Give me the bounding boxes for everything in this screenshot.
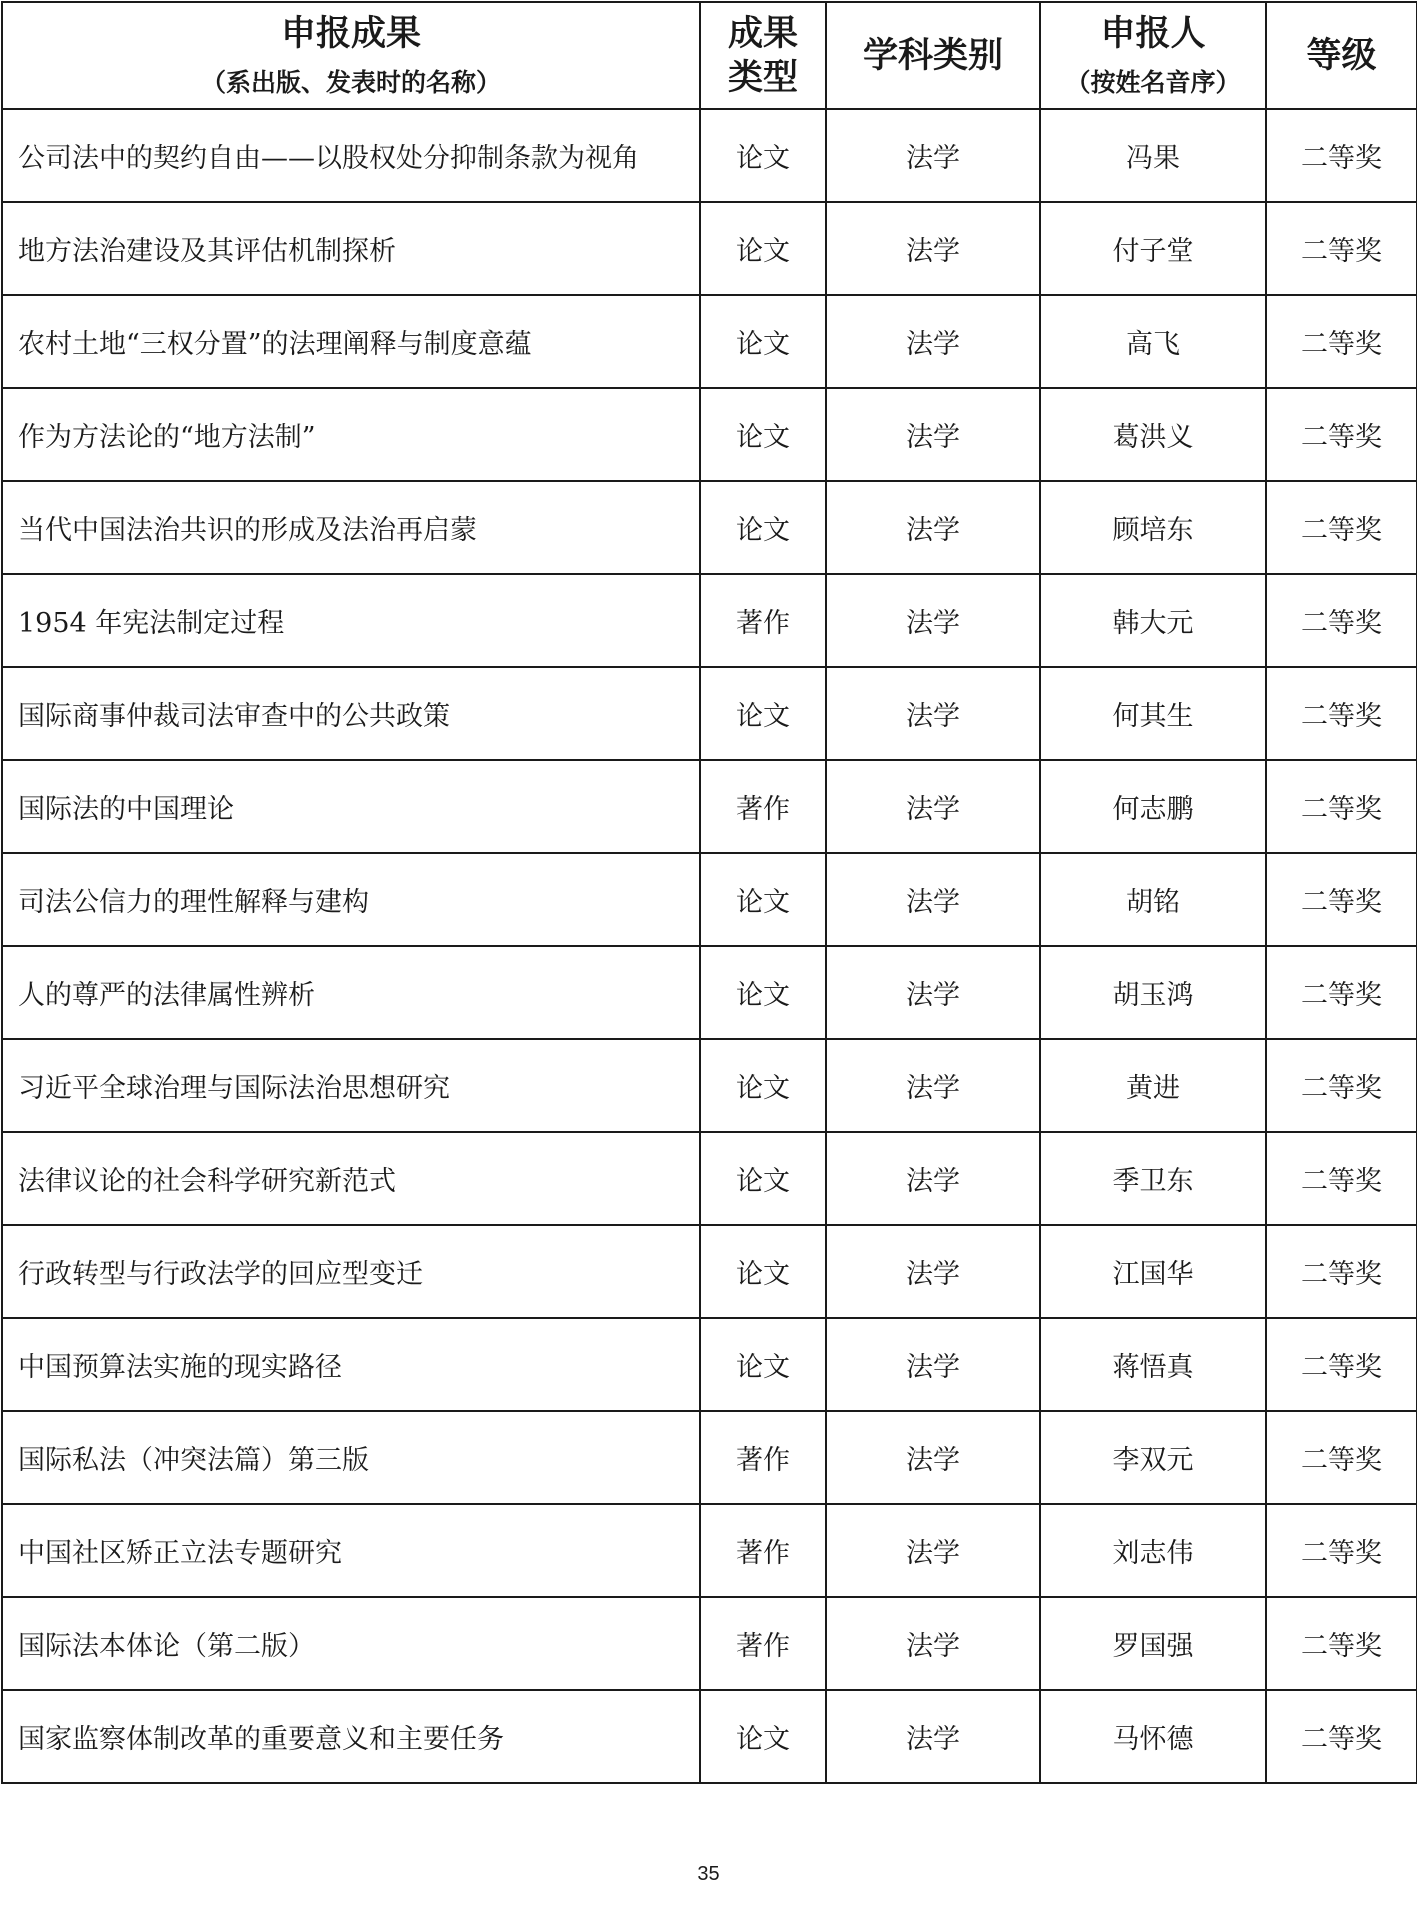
- cell-title: 当代中国法治共识的形成及法治再启蒙: [2, 481, 700, 574]
- cell-title: 行政转型与行政法学的回应型变迁: [2, 1225, 700, 1318]
- cell-applicant: 刘志伟: [1040, 1504, 1266, 1597]
- cell-discipline: 法学: [826, 853, 1040, 946]
- cell-discipline: 法学: [826, 1504, 1040, 1597]
- cell-title: 中国社区矫正立法专题研究: [2, 1504, 700, 1597]
- cell-grade: 二等奖: [1266, 574, 1417, 667]
- cell-grade: 二等奖: [1266, 760, 1417, 853]
- header-title-label: 申报成果: [280, 13, 421, 54]
- header-type-label-line1: 成果: [727, 13, 798, 54]
- cell-grade: 二等奖: [1266, 667, 1417, 760]
- table-row: [2, 1597, 1417, 1690]
- table-row: [2, 295, 1417, 388]
- awards-table: [1, 1, 1417, 1784]
- cell-applicant: 江国华: [1040, 1225, 1266, 1318]
- table-row: [2, 388, 1417, 481]
- cell-grade: 二等奖: [1266, 202, 1417, 295]
- cell-discipline: 法学: [826, 1039, 1040, 1132]
- cell-type: 论文: [700, 1690, 826, 1783]
- cell-title: 国家监察体制改革的重要意义和主要任务: [2, 1690, 700, 1783]
- table-row: [2, 1504, 1417, 1597]
- table-row: [2, 1690, 1417, 1783]
- header-title-note: （系出版、发表时的名称）: [200, 67, 501, 97]
- cell-discipline: 法学: [826, 388, 1040, 481]
- cell-type: 论文: [700, 481, 826, 574]
- cell-grade: 二等奖: [1266, 1039, 1417, 1132]
- cell-type: 论文: [700, 295, 826, 388]
- cell-type: 论文: [700, 1225, 826, 1318]
- cell-type: 论文: [700, 1132, 826, 1225]
- cell-type: 论文: [700, 1039, 826, 1132]
- table-row: [2, 1225, 1417, 1318]
- table-header: [2, 2, 1417, 109]
- cell-type: 著作: [700, 574, 826, 667]
- cell-type: 论文: [700, 667, 826, 760]
- cell-title: 国际法的中国理论: [2, 760, 700, 853]
- cell-applicant: 季卫东: [1040, 1132, 1266, 1225]
- cell-grade: 二等奖: [1266, 1597, 1417, 1690]
- cell-discipline: 法学: [826, 1132, 1040, 1225]
- table-row: [2, 853, 1417, 946]
- cell-applicant: 葛洪义: [1040, 388, 1266, 481]
- cell-discipline: 法学: [826, 481, 1040, 574]
- cell-applicant: 顾培东: [1040, 481, 1266, 574]
- cell-applicant: 高飞: [1040, 295, 1266, 388]
- cell-discipline: 法学: [826, 109, 1040, 202]
- cell-grade: 二等奖: [1266, 295, 1417, 388]
- cell-discipline: 法学: [826, 574, 1040, 667]
- cell-applicant: 胡铭: [1040, 853, 1266, 946]
- cell-type: 著作: [700, 760, 826, 853]
- cell-grade: 二等奖: [1266, 853, 1417, 946]
- header-applicant-note: （按姓名音序）: [1065, 67, 1241, 97]
- cell-type: 论文: [700, 853, 826, 946]
- page-number: 35: [697, 1863, 720, 1885]
- cell-type: 著作: [700, 1504, 826, 1597]
- cell-grade: 二等奖: [1266, 109, 1417, 202]
- cell-applicant: 李双元: [1040, 1411, 1266, 1504]
- table-row: [2, 1318, 1417, 1411]
- cell-title: 习近平全球治理与国际法治思想研究: [2, 1039, 700, 1132]
- cell-applicant: 付子堂: [1040, 202, 1266, 295]
- cell-title: 作为方法论的“地方法制”: [2, 388, 700, 481]
- cell-type: 著作: [700, 1597, 826, 1690]
- cell-applicant: 蒋悟真: [1040, 1318, 1266, 1411]
- cell-type: 论文: [700, 109, 826, 202]
- cell-discipline: 法学: [826, 1597, 1040, 1690]
- table-row: [2, 574, 1417, 667]
- cell-title: 农村土地“三权分置”的法理阐释与制度意蕴: [2, 295, 700, 388]
- table-row: [2, 1039, 1417, 1132]
- cell-grade: 二等奖: [1266, 946, 1417, 1039]
- cell-type: 论文: [700, 388, 826, 481]
- header-grade-column: [1266, 2, 1417, 109]
- cell-title: 法律议论的社会科学研究新范式: [2, 1132, 700, 1225]
- cell-discipline: 法学: [826, 946, 1040, 1039]
- cell-title: 人的尊严的法律属性辨析: [2, 946, 700, 1039]
- cell-grade: 二等奖: [1266, 481, 1417, 574]
- cell-type: 论文: [700, 946, 826, 1039]
- awards-table-container: [1, 1, 1416, 1784]
- cell-grade: 二等奖: [1266, 1411, 1417, 1504]
- table-row: [2, 760, 1417, 853]
- table-row: [2, 946, 1417, 1039]
- cell-discipline: 法学: [826, 295, 1040, 388]
- cell-discipline: 法学: [826, 1690, 1040, 1783]
- cell-applicant: 马怀德: [1040, 1690, 1266, 1783]
- table-body: [2, 109, 1417, 1783]
- cell-title: 国际私法（冲突法篇）第三版: [2, 1411, 700, 1504]
- cell-title: 1954 年宪法制定过程: [2, 574, 700, 667]
- header-discipline-column: [826, 2, 1040, 109]
- header-discipline-label: 学科类别: [862, 35, 1003, 76]
- table-row: [2, 481, 1417, 574]
- cell-applicant: 何其生: [1040, 667, 1266, 760]
- header-title-column: [2, 2, 700, 109]
- header-applicant-column: [1040, 2, 1266, 109]
- cell-grade: 二等奖: [1266, 1504, 1417, 1597]
- cell-applicant: 冯果: [1040, 109, 1266, 202]
- table-row: [2, 1132, 1417, 1225]
- cell-type: 论文: [700, 1318, 826, 1411]
- header-row: [2, 2, 1417, 109]
- cell-title: 公司法中的契约自由——以股权处分抑制条款为视角: [2, 109, 700, 202]
- table-row: [2, 1411, 1417, 1504]
- cell-applicant: 黄进: [1040, 1039, 1266, 1132]
- cell-title: 中国预算法实施的现实路径: [2, 1318, 700, 1411]
- cell-discipline: 法学: [826, 1318, 1040, 1411]
- cell-discipline: 法学: [826, 760, 1040, 853]
- cell-grade: 二等奖: [1266, 388, 1417, 481]
- table-row: [2, 202, 1417, 295]
- cell-title: 地方法治建设及其评估机制探析: [2, 202, 700, 295]
- header-type-label-line2: 类型: [727, 57, 798, 98]
- table-row: [2, 667, 1417, 760]
- cell-discipline: 法学: [826, 1225, 1040, 1318]
- cell-title: 国际商事仲裁司法审查中的公共政策: [2, 667, 700, 760]
- cell-applicant: 何志鹏: [1040, 760, 1266, 853]
- header-type-column: [700, 2, 826, 109]
- cell-grade: 二等奖: [1266, 1225, 1417, 1318]
- cell-type: 著作: [700, 1411, 826, 1504]
- cell-grade: 二等奖: [1266, 1318, 1417, 1411]
- cell-applicant: 胡玉鸿: [1040, 946, 1266, 1039]
- cell-type: 论文: [700, 202, 826, 295]
- cell-title: 国际法本体论（第二版）: [2, 1597, 700, 1690]
- cell-discipline: 法学: [826, 202, 1040, 295]
- cell-applicant: 韩大元: [1040, 574, 1266, 667]
- cell-grade: 二等奖: [1266, 1132, 1417, 1225]
- header-grade-label: 等级: [1306, 35, 1377, 76]
- cell-discipline: 法学: [826, 667, 1040, 760]
- cell-applicant: 罗国强: [1040, 1597, 1266, 1690]
- cell-title: 司法公信力的理性解释与建构: [2, 853, 700, 946]
- cell-discipline: 法学: [826, 1411, 1040, 1504]
- cell-grade: 二等奖: [1266, 1690, 1417, 1783]
- table-row: [2, 109, 1417, 202]
- header-applicant-label: 申报人: [1100, 13, 1206, 54]
